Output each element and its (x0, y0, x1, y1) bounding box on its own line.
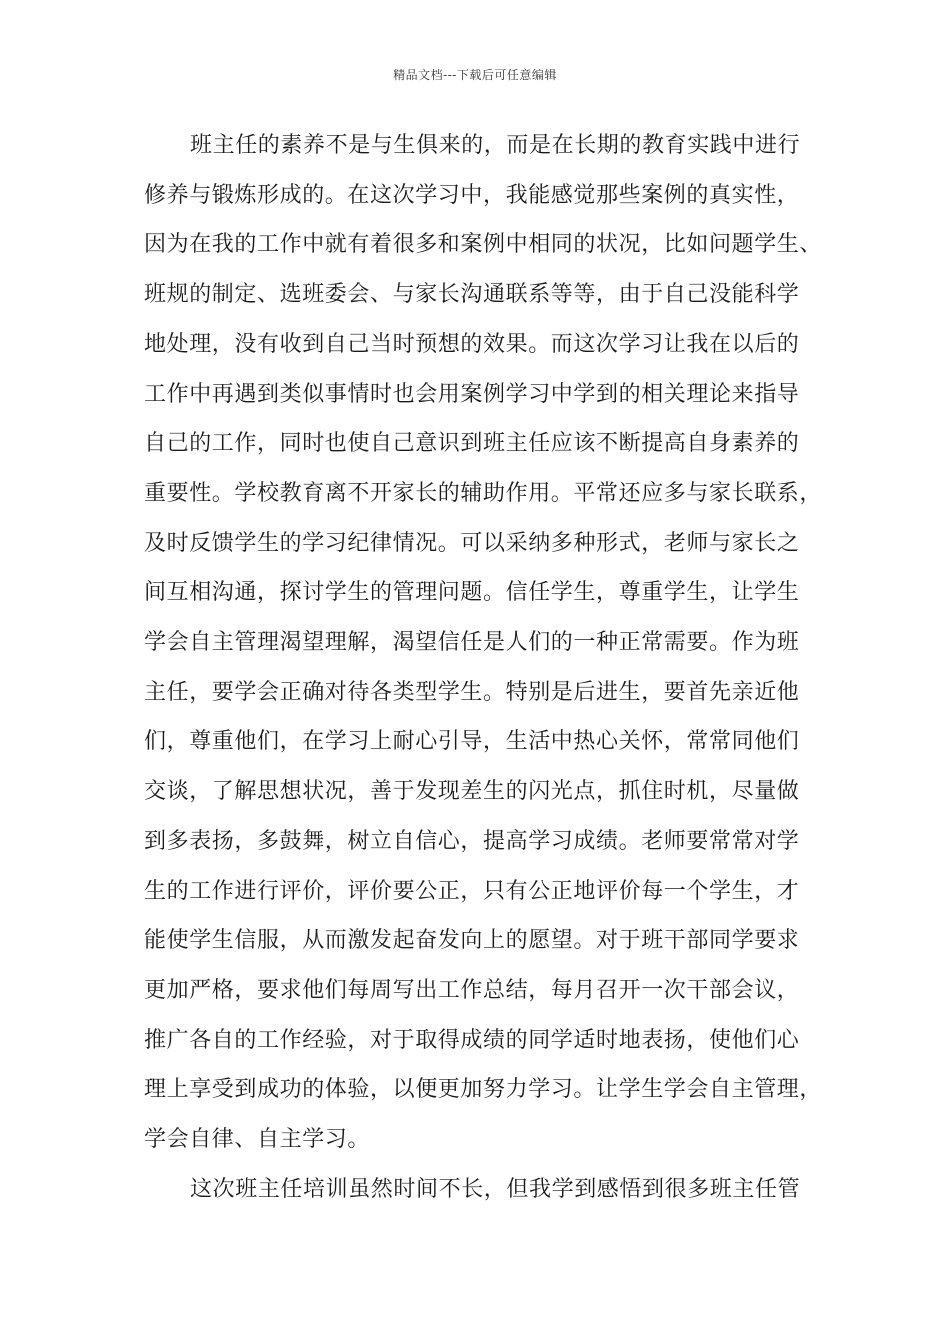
text-line: 推广各自的工作经验，对于取得成绩的同学适时地表扬，使他们心 (144, 1027, 800, 1053)
page-header: 精品文档---下载后可任意编辑 (393, 68, 557, 82)
text-line: 理上享受到成功的体验，以便更加努力学习。让学生学会自主管理， (144, 1077, 823, 1103)
text-line: 修养与锻炼形成的。在这次学习中，我能感觉那些案例的真实性， (144, 182, 800, 208)
text-line: 班规的制定、选班委会、与家长沟通联系等等，由于自己没能科学 (144, 282, 800, 308)
text-line: 学会自主管理渴望理解，渴望信任是人们的一种正常需要。作为班 (144, 630, 800, 655)
text-line: 及时反馈学生的学习纪律情况。可以采纳多种形式，老师与家长之 (144, 530, 800, 556)
text-line: 间互相沟通，探讨学生的管理问题。信任学生，尊重学生，让学生 (144, 580, 800, 606)
text-line: 自己的工作，同时也使自己意识到班主任应该不断提高自身素养的 (144, 431, 800, 457)
text-line: 们，尊重他们，在学习上耐心引导，生活中热心关怀，常常同他们 (144, 729, 800, 755)
text-line: 学会自律、自主学习。 (144, 1127, 371, 1152)
text-line: 因为在我的工作中就有着很多和案例中相同的状况，比如问题学生、 (144, 232, 823, 258)
text-line: 工作中再遇到类似事情时也会用案例学习中学到的相关理论来指导 (144, 381, 800, 407)
text-line: 主任，要学会正确对待各类型学生。特别是后进生，要首先亲近他 (144, 679, 800, 705)
text-line: 能使学生信服，从而激发起奋发向上的愿望。对于班干部同学要求 (144, 928, 800, 954)
text-line: 更加严格，要求他们每周写出工作总结，每月召开一次干部会议， (144, 977, 800, 1003)
text-line: 交谈，了解思想状况，善于发现差生的闪光点，抓住时机，尽量做 (144, 779, 800, 805)
text-line: 到多表扬，多鼓舞，树立自信心，提高学习成绩。老师要常常对学 (144, 828, 800, 854)
text-line: 重要性。学校教育离不开家长的辅助作用。平常还应多与家长联系， (144, 480, 823, 506)
text-line: 班主任的素养不是与生俱来的，而是在长期的教育实践中进行 (190, 133, 801, 158)
text-line: 地处理，没有收到自己当时预想的效果。而这次学习让我在以后的 (144, 331, 800, 357)
text-line: 生的工作进行评价，评价要公正，只有公正地评价每一个学生，才 (144, 878, 800, 904)
text-line: 这次班主任培训虽然时间不长，但我学到感悟到很多班主任管 (190, 1176, 801, 1202)
